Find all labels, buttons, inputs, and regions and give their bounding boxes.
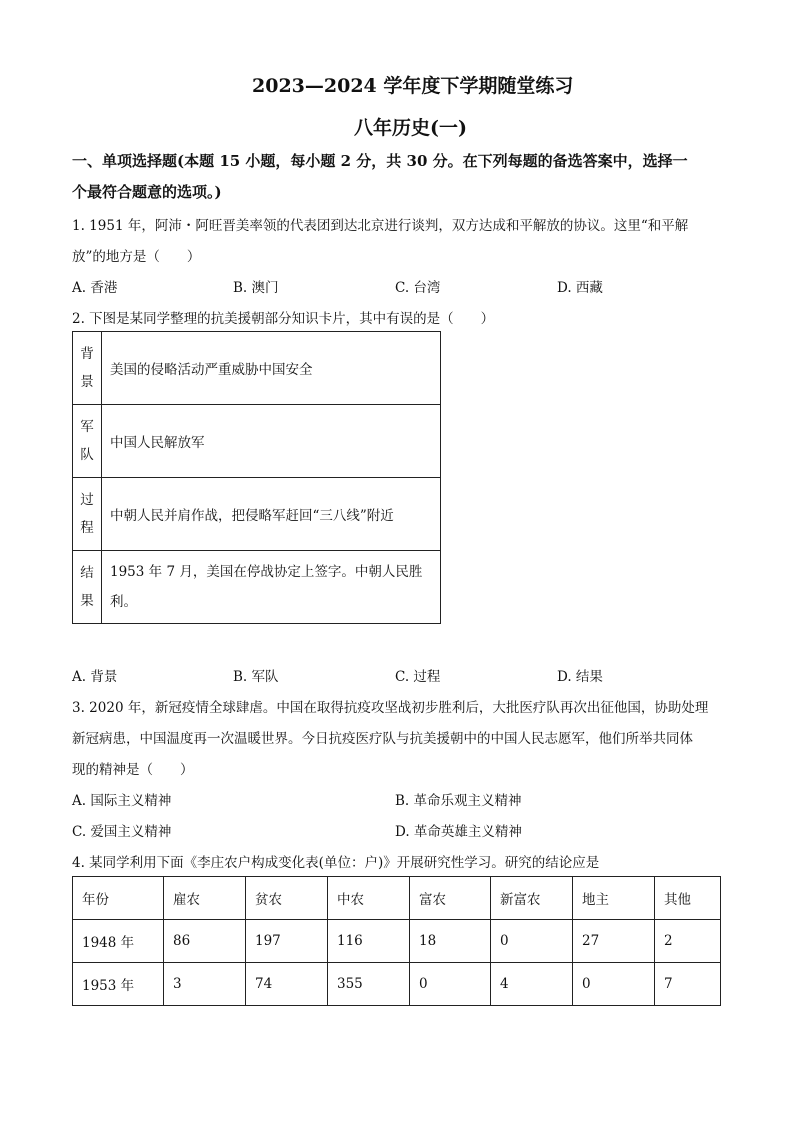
- table-header-cell: 其他: [655, 877, 721, 920]
- card-label-bottom: 队: [80, 447, 94, 463]
- q3-option-c: C. 爱国主义精神: [72, 824, 172, 840]
- household-composition-table: [72, 876, 721, 1006]
- table-row: [73, 332, 441, 405]
- table-header-cell: 富农: [410, 877, 491, 920]
- card-value-cell: [102, 405, 441, 478]
- section-heading-line1: 一、单项选择题(本题 15 小题，每小题 2 分，共 30 分。在下列每题的备选答案中，选择一: [72, 152, 688, 170]
- q3-stem-line2: 新冠病患，中国温度再一次温暖世界。今日抗疫医疗队与抗美援朝中的中国人民志愿军，他们所举共同体: [72, 731, 693, 747]
- q3-option-b: B. 革命乐观主义精神: [395, 793, 522, 809]
- q1-stem-line1: 1. 1951 年，阿沛・阿旺晋美率领的代表团到达北京进行谈判，双方达成和平解放的协议。这里“和平解: [72, 218, 689, 234]
- q1-option-a: A. 香港: [72, 280, 118, 296]
- table-cell: 0: [573, 963, 655, 1006]
- table-cell: 86: [164, 920, 246, 963]
- table-cell: 1953 年: [73, 963, 164, 1006]
- q2-option-c: C. 过程: [395, 669, 441, 685]
- q2-option-d: D. 结果: [557, 669, 603, 685]
- card-label-top: 军: [80, 419, 94, 435]
- card-value-continued: 利。: [110, 594, 137, 610]
- card-label-bottom: 景: [80, 374, 94, 390]
- section-heading-line2: 个最符合题意的选项。): [72, 183, 222, 201]
- card-value: 1953 年 7 月，美国在停战协定上签字。中朝人民胜: [110, 564, 423, 580]
- card-label-bottom: 程: [80, 520, 94, 536]
- table-header-cell: 新富农: [491, 877, 573, 920]
- table-cell: 4: [491, 963, 573, 1006]
- card-label-top: 背: [80, 346, 94, 362]
- q3-option-a: A. 国际主义精神: [72, 793, 172, 809]
- page-subtitle: 八年历史(一): [354, 117, 467, 139]
- table-cell: 74: [246, 963, 328, 1006]
- table-header-cell: 雇农: [164, 877, 246, 920]
- q3-option-d: D. 革命英雄主义精神: [395, 824, 522, 840]
- q1-option-d: D. 西藏: [557, 280, 603, 296]
- table-header-cell: 中农: [328, 877, 410, 920]
- table-cell: 7: [655, 963, 721, 1006]
- table-row: [73, 551, 441, 624]
- card-value: 中朝人民并肩作战，把侵略军赶回“三八线”附近: [110, 508, 394, 524]
- table-row: [73, 478, 441, 551]
- card-label-top: 结: [80, 565, 94, 581]
- table-cell: 27: [573, 920, 655, 963]
- table-header-cell: 地主: [573, 877, 655, 920]
- table-cell: 3: [164, 963, 246, 1006]
- table-row: [73, 920, 721, 963]
- q4-stem: 4. 某同学利用下面《李庄农户构成变化表(单位：户)》开展研究性学习。研究的结论应是: [72, 855, 600, 871]
- q1-stem-line2: 放”的地方是（ ）: [72, 249, 201, 265]
- table-header-cell: 年份: [73, 877, 164, 920]
- q3-stem-line3: 现的精神是（ ）: [72, 762, 194, 778]
- table-cell: 1948 年: [73, 920, 164, 963]
- table-cell: 0: [410, 963, 491, 1006]
- card-value: 美国的侵略活动严重威胁中国安全: [110, 362, 313, 378]
- card-value-cell: [102, 551, 441, 624]
- table-cell: 18: [410, 920, 491, 963]
- card-value-cell: [102, 332, 441, 405]
- table-cell: 355: [328, 963, 410, 1006]
- q1-option-b: B. 澳门: [233, 280, 279, 296]
- table-cell: 116: [328, 920, 410, 963]
- table-cell: 0: [491, 920, 573, 963]
- q2-option-b: B. 军队: [233, 669, 279, 685]
- card-label-top: 过: [80, 492, 94, 508]
- q3-stem-line1: 3. 2020 年，新冠疫情全球肆虐。中国在取得抗疫攻坚战初步胜利后，大批医疗队再次出征他国，协助处理: [72, 700, 709, 716]
- q2-stem: 2. 下图是某同学整理的抗美援朝部分知识卡片，其中有误的是（ ）: [72, 311, 495, 327]
- page-title: 2023—2024 学年度下学期随堂练习: [252, 75, 574, 97]
- table-cell: 197: [246, 920, 328, 963]
- table-row: [73, 405, 441, 478]
- table-header-cell: 贫农: [246, 877, 328, 920]
- card-label-cell: [73, 332, 102, 405]
- table-cell: 2: [655, 920, 721, 963]
- card-label-cell: [73, 551, 102, 624]
- knowledge-card-table: [72, 331, 441, 624]
- table-row: [73, 963, 721, 1006]
- q2-option-a: A. 背景: [72, 669, 118, 685]
- card-label-cell: [73, 405, 102, 478]
- table-header-row: [73, 877, 721, 920]
- card-label-bottom: 果: [80, 593, 94, 609]
- card-label-cell: [73, 478, 102, 551]
- card-value: 中国人民解放军: [110, 435, 205, 451]
- q1-option-c: C. 台湾: [395, 280, 441, 296]
- card-value-cell: [102, 478, 441, 551]
